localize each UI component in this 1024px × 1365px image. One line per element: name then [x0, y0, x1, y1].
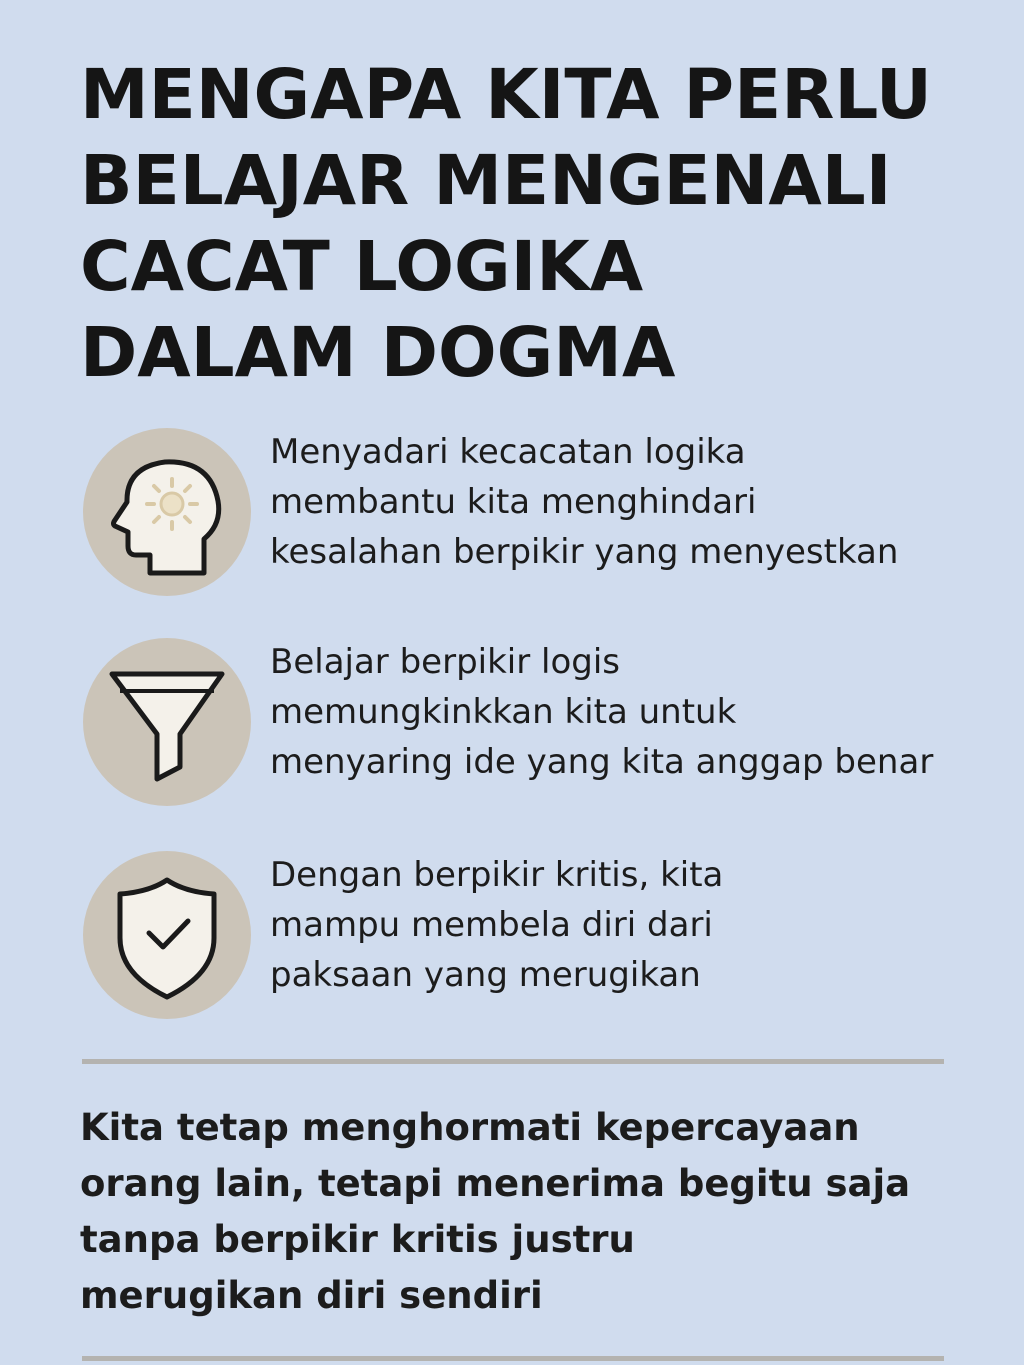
reason-text: [270, 427, 970, 577]
reason-item-logical-thinking: [82, 637, 982, 807]
bottom-divider: [82, 1356, 944, 1361]
closing-line: orang lain, tetapi menerima begitu saja: [80, 1162, 911, 1205]
reason-text-line: memungkinkkan kita untuk: [270, 692, 737, 732]
head-with-light-icon: [82, 427, 252, 597]
reason-text: [270, 850, 970, 1000]
closing-line: Kita tetap menghormati kepercayaan: [80, 1106, 860, 1149]
page-title: [80, 52, 980, 396]
reason-text-line: Menyadari kecacatan logika: [270, 432, 746, 472]
reason-text-line: Dengan berpikir kritis, kita: [270, 855, 724, 895]
divider: [82, 1059, 944, 1064]
reason-text-line: kesalahan berpikir yang menyestkan: [270, 532, 899, 572]
title-line: BELAJAR MENGENALI: [80, 141, 892, 221]
title-line: CACAT LOGIKA: [80, 227, 644, 307]
closing-line: merugikan diri sendiri: [80, 1274, 543, 1317]
closing-line: tanpa berpikir kritis justru: [80, 1218, 635, 1261]
funnel-icon: [82, 637, 252, 807]
title-line: MENGAPA KITA PERLU: [80, 55, 932, 135]
reason-text-line: membantu kita menghindari: [270, 482, 757, 522]
reason-text-line: menyaring ide yang kita anggap benar: [270, 742, 934, 782]
title-line: DALAM DOGMA: [80, 313, 676, 393]
reason-text: [270, 637, 970, 787]
closing-statement: [80, 1100, 980, 1324]
reason-text-line: paksaan yang merugikan: [270, 955, 701, 995]
reason-text-line: Belajar berpikir logis: [270, 642, 621, 682]
shield-check-icon: [82, 850, 252, 1020]
reason-item-critical-thinking: [82, 850, 982, 1020]
reason-item-awareness: [82, 427, 982, 597]
reason-text-line: mampu membela diri dari: [270, 905, 713, 945]
